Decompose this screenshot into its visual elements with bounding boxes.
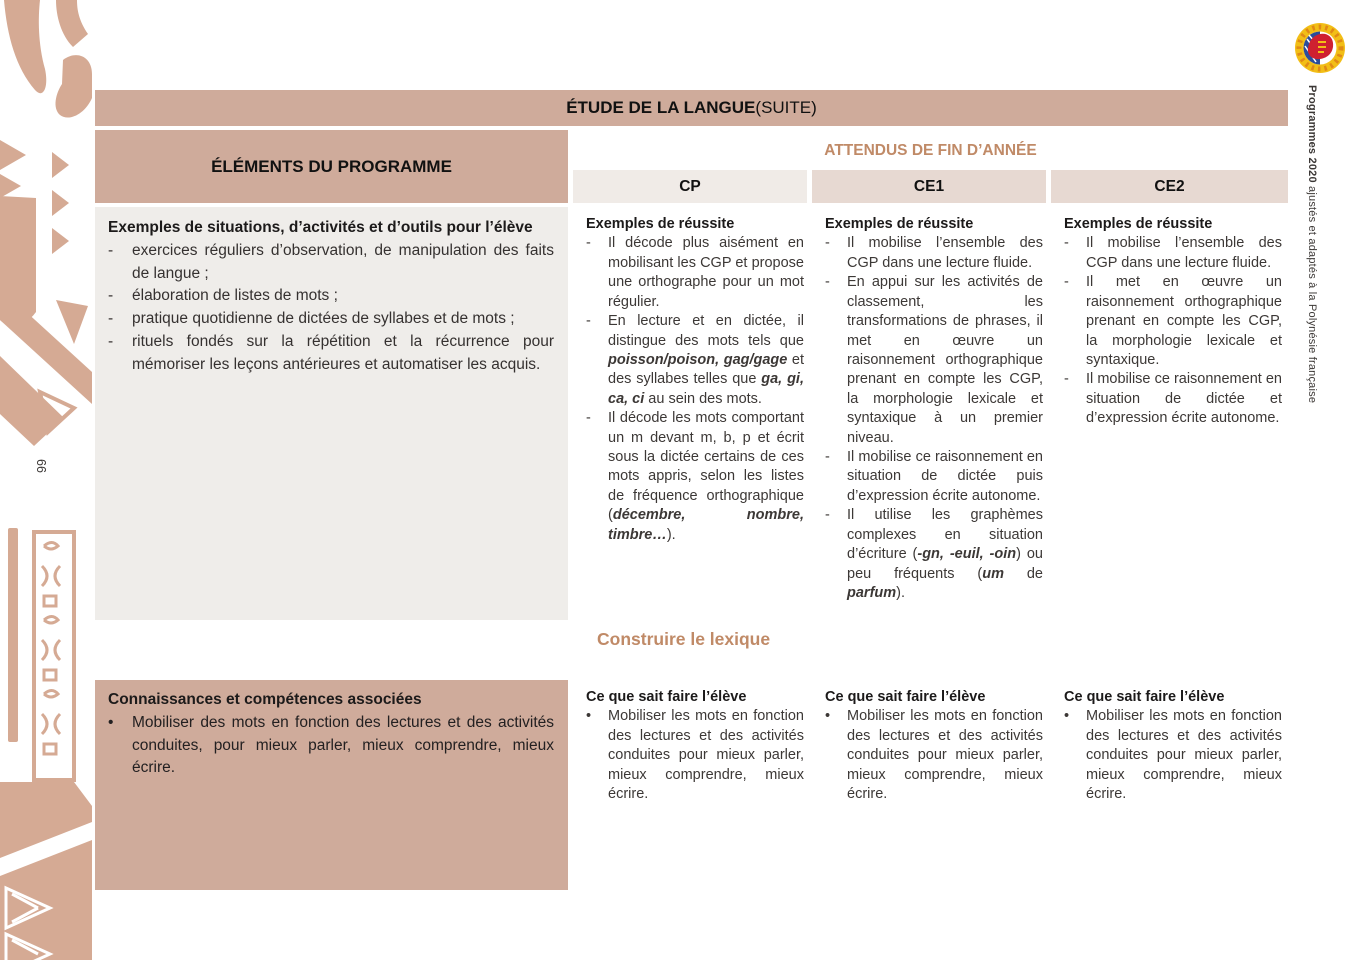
item-list	[1064, 707, 1282, 804]
list-marker: •	[1064, 708, 1070, 725]
list-item-text: Mobiliser les mots en fonction des lectures et des activités conduites pour mieux parler, mieux comprendre, mieux écrire.	[608, 708, 804, 803]
item-list	[108, 712, 554, 780]
cell-heading: Exemples de situations, d’activités et d’outils pour l’élève	[108, 219, 533, 236]
cell-ce2-ce-que-sait-faire	[1051, 680, 1288, 805]
list-item-text: élaboration de listes de mots ;	[132, 287, 338, 305]
list-item-text: Mobiliser les mots en fonction des lectures et des activités conduites pour mieux parler, mieux comprendre, mieux écrire.	[847, 708, 1043, 803]
polynesia-education-logo-icon	[1294, 22, 1346, 74]
list-item	[1064, 707, 1282, 804]
list-marker: -	[108, 310, 114, 328]
list-item-text: En appui sur les activités de classement, les transformations de phrases, il met en œuvre un raisonnement orthographique prenant en compte les CGP, la morphologie lexicale et syntaxique à un premier niveau.	[847, 274, 1043, 446]
list-item-text: Il mobilise ce raisonnement en situation de dictée puis d’expression écrite autonome.	[847, 449, 1043, 504]
list-item	[108, 308, 554, 331]
list-item-text: Il décode plus aisément en mobilisant les CGP et propose une orthographe pour un mot régulier.	[608, 235, 804, 310]
item-list	[825, 707, 1043, 804]
list-item	[108, 240, 554, 286]
cell-elements-exemples-situations	[95, 207, 568, 620]
list-item	[825, 707, 1043, 804]
list-item-text: Il mobilise l’ensemble des CGP dans une lecture fluide.	[847, 235, 1043, 271]
list-marker: •	[825, 708, 831, 725]
list-marker: -	[108, 241, 114, 259]
cell-ce1-ce-que-sait-faire	[812, 680, 1049, 805]
list-marker: -	[825, 235, 830, 252]
edition-side-label-bold: Programmes 2020	[1306, 85, 1318, 183]
elements-du-programme-header: ÉLÉMENTS DU PROGRAMME	[95, 130, 568, 203]
list-item	[108, 331, 554, 377]
column-header-ce1: CE1	[812, 170, 1046, 203]
cell-cp-ce-que-sait-faire	[573, 680, 810, 805]
list-item-text: En lecture et en dictée, il distingue des mots tels que poisson/poison, gag/gage et des syllabes telles que ga, gi, ca, ci au sein des mots.	[608, 313, 804, 407]
item-list	[108, 240, 554, 377]
list-item-text: rituels fondés sur la répétition et la récurrence pour mémoriser les leçons antérieures et automatiser les acquis.	[132, 332, 554, 373]
list-item	[108, 285, 554, 308]
table-title-suffix: (SUITE)	[755, 98, 817, 117]
cell-heading: Exemples de réussite	[1064, 216, 1213, 232]
list-item	[1064, 273, 1282, 370]
list-marker: -	[1064, 235, 1069, 252]
table-title-bar	[95, 90, 1288, 126]
item-list	[586, 234, 804, 545]
page-number: 66	[34, 459, 48, 473]
section-heading-construire-le-lexique: Construire le lexique	[597, 629, 771, 649]
list-item	[586, 707, 804, 804]
edition-side-label-rest: ajustés et adaptés à la Polynésie française	[1306, 182, 1318, 404]
list-item-text: Il mobilise l’ensemble des CGP dans une lecture fluide.	[1086, 235, 1282, 271]
column-header-cp: CP	[573, 170, 807, 203]
list-item-text: Il utilise les graphèmes complexes en situation d’écriture (-gn, -euil, -oin) ou peu fréquents (um de parfum).	[847, 507, 1043, 602]
list-item-text: exercices réguliers d’observation, de manipulation des faits de langue ;	[132, 241, 554, 282]
list-item	[586, 409, 804, 545]
list-marker: -	[825, 449, 830, 466]
item-list	[825, 234, 1043, 603]
table-title: ÉTUDE DE LA LANGUE	[566, 98, 756, 117]
list-item	[108, 712, 554, 780]
list-item-text: Il mobilise ce raisonnement en situation de dictée et d’expression écrite autonome.	[1086, 371, 1282, 427]
list-item	[825, 273, 1043, 448]
list-item	[586, 234, 804, 312]
cell-heading: Connaissances et compétences associées	[108, 691, 422, 708]
cell-ce1-exemples-reussite	[812, 207, 1049, 603]
list-marker: -	[1064, 274, 1069, 291]
attendus-de-fin-dannee-header: ATTENDUS DE FIN D’ANNÉE	[824, 142, 1037, 159]
list-item-text: pratique quotidienne de dictées de syllabes et de mots ;	[132, 310, 515, 328]
cell-heading: Ce que sait faire l’élève	[586, 689, 747, 705]
list-item	[825, 448, 1043, 506]
column-header-ce2: CE2	[1051, 170, 1288, 203]
edition-side-label	[1306, 85, 1318, 485]
cell-heading: Ce que sait faire l’élève	[1064, 689, 1225, 705]
cell-heading: Exemples de réussite	[586, 216, 735, 232]
cell-connaissances-competences	[95, 680, 568, 890]
list-item	[586, 312, 804, 409]
list-marker: •	[108, 713, 114, 731]
list-marker: -	[108, 332, 114, 350]
item-list	[586, 707, 804, 804]
cell-heading: Exemples de réussite	[825, 216, 974, 232]
list-marker: -	[586, 235, 591, 252]
cell-cp-exemples-reussite	[573, 207, 810, 545]
list-item-text: Mobiliser des mots en fonction des lectures et des activités conduites, pour mieux parler, mieux comprendre, mieux écrire.	[132, 713, 554, 777]
list-marker: -	[586, 313, 591, 330]
list-item-text: Il met en œuvre un raisonnement orthographique prenant en compte les CGP, la morphologie lexicale et syntaxique.	[1086, 274, 1282, 368]
list-marker: -	[108, 287, 114, 305]
list-item	[825, 506, 1043, 603]
list-marker: -	[586, 410, 591, 427]
cell-ce2-exemples-reussite	[1051, 207, 1288, 429]
list-item	[1064, 234, 1282, 273]
list-marker: -	[1064, 371, 1069, 388]
cell-heading: Ce que sait faire l’élève	[825, 689, 986, 705]
list-marker: -	[825, 274, 830, 291]
item-list	[1064, 234, 1282, 428]
list-marker: •	[586, 708, 592, 725]
list-item-text: Il décode les mots comportant un m devant m, b, p et écrit sous la dictée certains de ces mots appris, selon les listes de fréquence orthographique (décembre, nombre, timbre…).	[608, 410, 804, 543]
list-item	[825, 234, 1043, 273]
list-marker: -	[825, 507, 830, 524]
list-item-text: Mobiliser les mots en fonction des lectures et des activités conduites pour mieux parler, mieux comprendre, mieux écrire.	[1086, 708, 1282, 803]
list-item	[1064, 370, 1282, 428]
